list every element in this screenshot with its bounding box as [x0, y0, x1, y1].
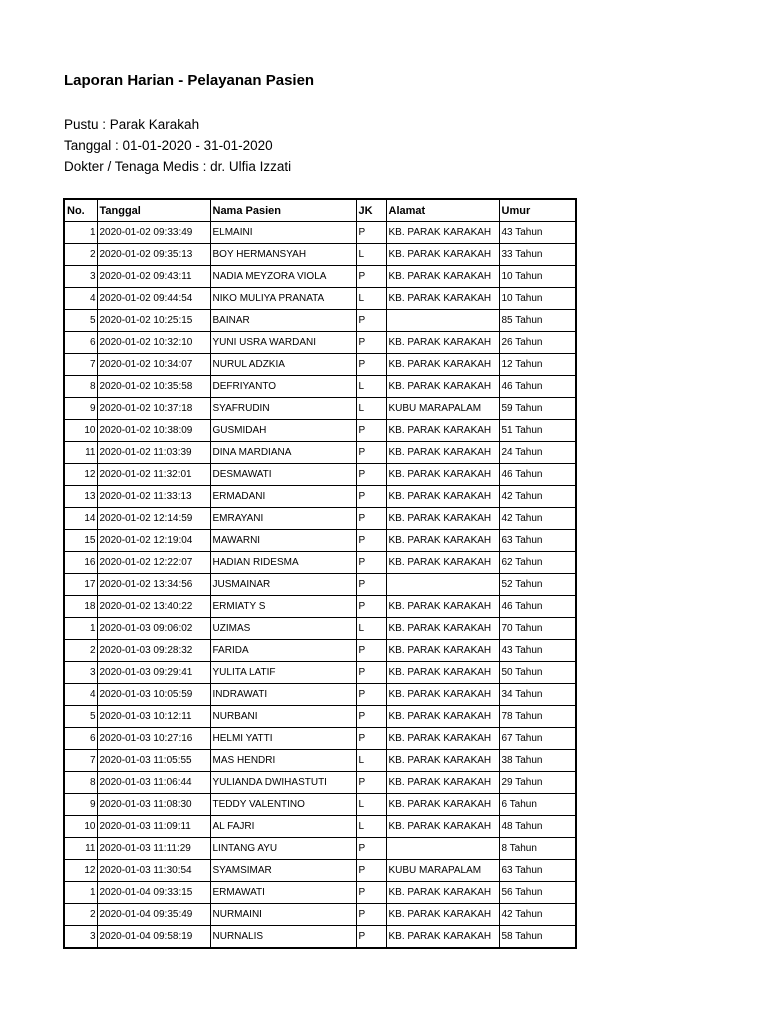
cell-no: 6: [64, 332, 97, 354]
cell-no: 2: [64, 904, 97, 926]
cell-no: 6: [64, 728, 97, 750]
cell-jk: P: [356, 706, 386, 728]
cell-nama-pasien: YUNI USRA WARDANI: [210, 332, 356, 354]
cell-no: 12: [64, 860, 97, 882]
cell-jk: P: [356, 904, 386, 926]
cell-tanggal: 2020-01-02 12:14:59: [97, 508, 210, 530]
cell-umur: 29 Tahun: [499, 772, 576, 794]
cell-tanggal: 2020-01-02 10:38:09: [97, 420, 210, 442]
cell-umur: 43 Tahun: [499, 640, 576, 662]
table-row: [64, 706, 576, 728]
cell-nama-pasien: NURMAINI: [210, 904, 356, 926]
cell-tanggal: 2020-01-02 10:37:18: [97, 398, 210, 420]
cell-umur: 62 Tahun: [499, 552, 576, 574]
table-row: [64, 816, 576, 838]
cell-tanggal: 2020-01-02 09:44:54: [97, 288, 210, 310]
cell-jk: P: [356, 662, 386, 684]
table-row: [64, 486, 576, 508]
cell-no: 3: [64, 926, 97, 948]
table-row: [64, 838, 576, 860]
cell-nama-pasien: ERMADANI: [210, 486, 356, 508]
cell-alamat: KB. PARAK KARAKAH: [386, 442, 499, 464]
cell-umur: 10 Tahun: [499, 266, 576, 288]
cell-jk: P: [356, 684, 386, 706]
cell-jk: P: [356, 728, 386, 750]
header-tanggal: Tanggal: [97, 199, 210, 222]
cell-tanggal: 2020-01-02 10:35:58: [97, 376, 210, 398]
cell-umur: 63 Tahun: [499, 530, 576, 552]
cell-nama-pasien: HADIAN RIDESMA: [210, 552, 356, 574]
cell-umur: 46 Tahun: [499, 596, 576, 618]
header-umur: Umur: [499, 199, 576, 222]
table-row: [64, 420, 576, 442]
cell-nama-pasien: AL FAJRI: [210, 816, 356, 838]
cell-tanggal: 2020-01-02 09:43:11: [97, 266, 210, 288]
cell-jk: P: [356, 332, 386, 354]
cell-umur: 85 Tahun: [499, 310, 576, 332]
date-range-label: Tanggal : 01-01-2020 - 31-01-2020: [64, 138, 273, 153]
cell-alamat: KUBU MARAPALAM: [386, 398, 499, 420]
table-row: [64, 684, 576, 706]
cell-nama-pasien: ERMAWATI: [210, 882, 356, 904]
cell-umur: 24 Tahun: [499, 442, 576, 464]
cell-jk: P: [356, 354, 386, 376]
cell-jk: P: [356, 552, 386, 574]
cell-alamat: KB. PARAK KARAKAH: [386, 552, 499, 574]
cell-tanggal: 2020-01-04 09:33:15: [97, 882, 210, 904]
cell-tanggal: 2020-01-03 11:05:55: [97, 750, 210, 772]
cell-tanggal: 2020-01-02 13:34:56: [97, 574, 210, 596]
cell-umur: 38 Tahun: [499, 750, 576, 772]
table-header-row: [64, 199, 576, 222]
cell-no: 18: [64, 596, 97, 618]
cell-alamat: KB. PARAK KARAKAH: [386, 662, 499, 684]
cell-no: 3: [64, 662, 97, 684]
cell-alamat: KB. PARAK KARAKAH: [386, 508, 499, 530]
cell-no: 4: [64, 684, 97, 706]
table-row: [64, 508, 576, 530]
cell-alamat: KB. PARAK KARAKAH: [386, 596, 499, 618]
cell-nama-pasien: ELMAINI: [210, 222, 356, 244]
cell-nama-pasien: NURUL ADZKIA: [210, 354, 356, 376]
table-row: [64, 904, 576, 926]
cell-no: 7: [64, 354, 97, 376]
cell-nama-pasien: SYAMSIMAR: [210, 860, 356, 882]
cell-jk: L: [356, 750, 386, 772]
cell-nama-pasien: SYAFRUDIN: [210, 398, 356, 420]
cell-alamat: [386, 574, 499, 596]
cell-alamat: KB. PARAK KARAKAH: [386, 794, 499, 816]
cell-jk: P: [356, 442, 386, 464]
table-row: [64, 530, 576, 552]
pustu-label: Pustu : Parak Karakah: [64, 117, 200, 132]
header-alamat: Alamat: [386, 199, 499, 222]
cell-jk: P: [356, 464, 386, 486]
cell-tanggal: 2020-01-03 10:27:16: [97, 728, 210, 750]
cell-tanggal: 2020-01-02 11:33:13: [97, 486, 210, 508]
cell-jk: L: [356, 794, 386, 816]
cell-umur: 42 Tahun: [499, 508, 576, 530]
table-row: [64, 750, 576, 772]
cell-alamat: [386, 310, 499, 332]
cell-umur: 10 Tahun: [499, 288, 576, 310]
table-row: [64, 728, 576, 750]
cell-tanggal: 2020-01-02 09:35:13: [97, 244, 210, 266]
cell-no: 11: [64, 838, 97, 860]
cell-tanggal: 2020-01-03 10:12:11: [97, 706, 210, 728]
cell-jk: P: [356, 310, 386, 332]
cell-jk: L: [356, 376, 386, 398]
cell-tanggal: 2020-01-03 09:06:02: [97, 618, 210, 640]
cell-alamat: KB. PARAK KARAKAH: [386, 486, 499, 508]
report-title: Laporan Harian - Pelayanan Pasien: [64, 72, 315, 89]
cell-jk: P: [356, 926, 386, 948]
cell-umur: 34 Tahun: [499, 684, 576, 706]
table-row: [64, 552, 576, 574]
table-row: [64, 266, 576, 288]
cell-umur: 33 Tahun: [499, 244, 576, 266]
cell-no: 11: [64, 442, 97, 464]
cell-tanggal: 2020-01-02 11:32:01: [97, 464, 210, 486]
cell-alamat: KB. PARAK KARAKAH: [386, 926, 499, 948]
cell-jk: P: [356, 640, 386, 662]
doctor-label: Dokter / Tenaga Medis : dr. Ulfia Izzati: [64, 159, 292, 174]
table-row: [64, 442, 576, 464]
cell-tanggal: 2020-01-02 10:34:07: [97, 354, 210, 376]
cell-alamat: KB. PARAK KARAKAH: [386, 640, 499, 662]
cell-jk: P: [356, 420, 386, 442]
cell-no: 2: [64, 244, 97, 266]
cell-tanggal: 2020-01-03 11:08:30: [97, 794, 210, 816]
cell-no: 8: [64, 376, 97, 398]
cell-umur: 58 Tahun: [499, 926, 576, 948]
cell-nama-pasien: EMRAYANI: [210, 508, 356, 530]
header-no: No.: [64, 199, 97, 222]
cell-tanggal: 2020-01-02 09:33:49: [97, 222, 210, 244]
cell-nama-pasien: BAINAR: [210, 310, 356, 332]
cell-jk: L: [356, 244, 386, 266]
cell-tanggal: 2020-01-02 12:19:04: [97, 530, 210, 552]
cell-alamat: KB. PARAK KARAKAH: [386, 332, 499, 354]
table-body: [64, 222, 576, 948]
cell-no: 5: [64, 310, 97, 332]
cell-alamat: KB. PARAK KARAKAH: [386, 816, 499, 838]
cell-tanggal: 2020-01-03 11:11:29: [97, 838, 210, 860]
cell-nama-pasien: MAWARNI: [210, 530, 356, 552]
cell-umur: 70 Tahun: [499, 618, 576, 640]
cell-umur: 12 Tahun: [499, 354, 576, 376]
table-row: [64, 662, 576, 684]
cell-no: 9: [64, 398, 97, 420]
table-row: [64, 596, 576, 618]
cell-tanggal: 2020-01-02 12:22:07: [97, 552, 210, 574]
cell-umur: 6 Tahun: [499, 794, 576, 816]
cell-jk: L: [356, 288, 386, 310]
cell-alamat: KB. PARAK KARAKAH: [386, 376, 499, 398]
cell-no: 2: [64, 640, 97, 662]
cell-nama-pasien: ERMIATY S: [210, 596, 356, 618]
cell-nama-pasien: UZIMAS: [210, 618, 356, 640]
cell-no: 3: [64, 266, 97, 288]
cell-nama-pasien: FARIDA: [210, 640, 356, 662]
cell-alamat: [386, 838, 499, 860]
cell-alamat: KB. PARAK KARAKAH: [386, 772, 499, 794]
cell-umur: 67 Tahun: [499, 728, 576, 750]
cell-alamat: KB. PARAK KARAKAH: [386, 354, 499, 376]
cell-jk: L: [356, 618, 386, 640]
cell-tanggal: 2020-01-03 11:30:54: [97, 860, 210, 882]
cell-jk: L: [356, 816, 386, 838]
cell-tanggal: 2020-01-02 10:25:15: [97, 310, 210, 332]
cell-nama-pasien: MAS HENDRI: [210, 750, 356, 772]
cell-nama-pasien: JUSMAINAR: [210, 574, 356, 596]
cell-jk: P: [356, 574, 386, 596]
cell-jk: P: [356, 596, 386, 618]
cell-umur: 51 Tahun: [499, 420, 576, 442]
cell-nama-pasien: BOY HERMANSYAH: [210, 244, 356, 266]
cell-umur: 8 Tahun: [499, 838, 576, 860]
table-row: [64, 288, 576, 310]
cell-nama-pasien: LINTANG AYU: [210, 838, 356, 860]
header-nama-pasien: Nama Pasien: [210, 199, 356, 222]
cell-umur: 42 Tahun: [499, 904, 576, 926]
table-row: [64, 772, 576, 794]
cell-umur: 43 Tahun: [499, 222, 576, 244]
cell-nama-pasien: GUSMIDAH: [210, 420, 356, 442]
cell-no: 9: [64, 794, 97, 816]
cell-tanggal: 2020-01-03 09:29:41: [97, 662, 210, 684]
cell-tanggal: 2020-01-03 10:05:59: [97, 684, 210, 706]
header-jk: JK: [356, 199, 386, 222]
cell-jk: P: [356, 860, 386, 882]
table-row: [64, 354, 576, 376]
table-row: [64, 464, 576, 486]
cell-umur: 42 Tahun: [499, 486, 576, 508]
cell-umur: 46 Tahun: [499, 464, 576, 486]
table-row: [64, 398, 576, 420]
cell-jk: P: [356, 266, 386, 288]
table-row: [64, 376, 576, 398]
cell-nama-pasien: DEFRIYANTO: [210, 376, 356, 398]
cell-no: 8: [64, 772, 97, 794]
cell-tanggal: 2020-01-02 10:32:10: [97, 332, 210, 354]
cell-nama-pasien: HELMI YATTI: [210, 728, 356, 750]
table-row: [64, 222, 576, 244]
cell-alamat: KB. PARAK KARAKAH: [386, 288, 499, 310]
cell-jk: L: [356, 398, 386, 420]
cell-nama-pasien: NURNALIS: [210, 926, 356, 948]
cell-jk: P: [356, 530, 386, 552]
cell-umur: 48 Tahun: [499, 816, 576, 838]
cell-alamat: KB. PARAK KARAKAH: [386, 684, 499, 706]
cell-alamat: KB. PARAK KARAKAH: [386, 706, 499, 728]
table-row: [64, 574, 576, 596]
cell-alamat: KB. PARAK KARAKAH: [386, 244, 499, 266]
cell-nama-pasien: YULIANDA DWIHASTUTI: [210, 772, 356, 794]
cell-alamat: KB. PARAK KARAKAH: [386, 904, 499, 926]
cell-no: 1: [64, 618, 97, 640]
cell-tanggal: 2020-01-02 11:03:39: [97, 442, 210, 464]
cell-no: 16: [64, 552, 97, 574]
table-row: [64, 310, 576, 332]
cell-nama-pasien: NIKO MULIYA PRANATA: [210, 288, 356, 310]
cell-no: 5: [64, 706, 97, 728]
table-row: [64, 640, 576, 662]
cell-umur: 78 Tahun: [499, 706, 576, 728]
cell-tanggal: 2020-01-03 11:09:11: [97, 816, 210, 838]
cell-alamat: KUBU MARAPALAM: [386, 860, 499, 882]
cell-alamat: KB. PARAK KARAKAH: [386, 266, 499, 288]
cell-no: 14: [64, 508, 97, 530]
cell-tanggal: 2020-01-04 09:58:19: [97, 926, 210, 948]
cell-no: 17: [64, 574, 97, 596]
cell-tanggal: 2020-01-03 11:06:44: [97, 772, 210, 794]
cell-umur: 52 Tahun: [499, 574, 576, 596]
cell-jk: P: [356, 772, 386, 794]
table-row: [64, 332, 576, 354]
table-row: [64, 794, 576, 816]
cell-no: 7: [64, 750, 97, 772]
cell-umur: 59 Tahun: [499, 398, 576, 420]
cell-no: 15: [64, 530, 97, 552]
cell-nama-pasien: TEDDY VALENTINO: [210, 794, 356, 816]
cell-nama-pasien: DINA MARDIANA: [210, 442, 356, 464]
cell-nama-pasien: INDRAWATI: [210, 684, 356, 706]
cell-no: 1: [64, 222, 97, 244]
cell-alamat: KB. PARAK KARAKAH: [386, 728, 499, 750]
cell-no: 4: [64, 288, 97, 310]
cell-jk: P: [356, 882, 386, 904]
cell-jk: P: [356, 222, 386, 244]
cell-jk: P: [356, 838, 386, 860]
cell-nama-pasien: NADIA MEYZORA VIOLA: [210, 266, 356, 288]
cell-tanggal: 2020-01-03 09:28:32: [97, 640, 210, 662]
cell-alamat: KB. PARAK KARAKAH: [386, 882, 499, 904]
cell-jk: P: [356, 508, 386, 530]
table-row: [64, 618, 576, 640]
cell-no: 1: [64, 882, 97, 904]
table-row: [64, 860, 576, 882]
table-row: [64, 244, 576, 266]
cell-no: 10: [64, 816, 97, 838]
cell-alamat: KB. PARAK KARAKAH: [386, 464, 499, 486]
table-row: [64, 882, 576, 904]
cell-no: 10: [64, 420, 97, 442]
patient-table: [63, 198, 577, 949]
cell-umur: 56 Tahun: [499, 882, 576, 904]
cell-alamat: KB. PARAK KARAKAH: [386, 420, 499, 442]
table-row: [64, 926, 576, 948]
cell-umur: 26 Tahun: [499, 332, 576, 354]
cell-no: 13: [64, 486, 97, 508]
cell-umur: 50 Tahun: [499, 662, 576, 684]
cell-tanggal: 2020-01-04 09:35:49: [97, 904, 210, 926]
cell-nama-pasien: NURBANI: [210, 706, 356, 728]
cell-jk: P: [356, 486, 386, 508]
cell-nama-pasien: YULITA LATIF: [210, 662, 356, 684]
cell-alamat: KB. PARAK KARAKAH: [386, 750, 499, 772]
cell-no: 12: [64, 464, 97, 486]
cell-alamat: KB. PARAK KARAKAH: [386, 530, 499, 552]
cell-umur: 63 Tahun: [499, 860, 576, 882]
cell-nama-pasien: DESMAWATI: [210, 464, 356, 486]
cell-alamat: KB. PARAK KARAKAH: [386, 618, 499, 640]
cell-alamat: KB. PARAK KARAKAH: [386, 222, 499, 244]
cell-umur: 46 Tahun: [499, 376, 576, 398]
cell-tanggal: 2020-01-02 13:40:22: [97, 596, 210, 618]
